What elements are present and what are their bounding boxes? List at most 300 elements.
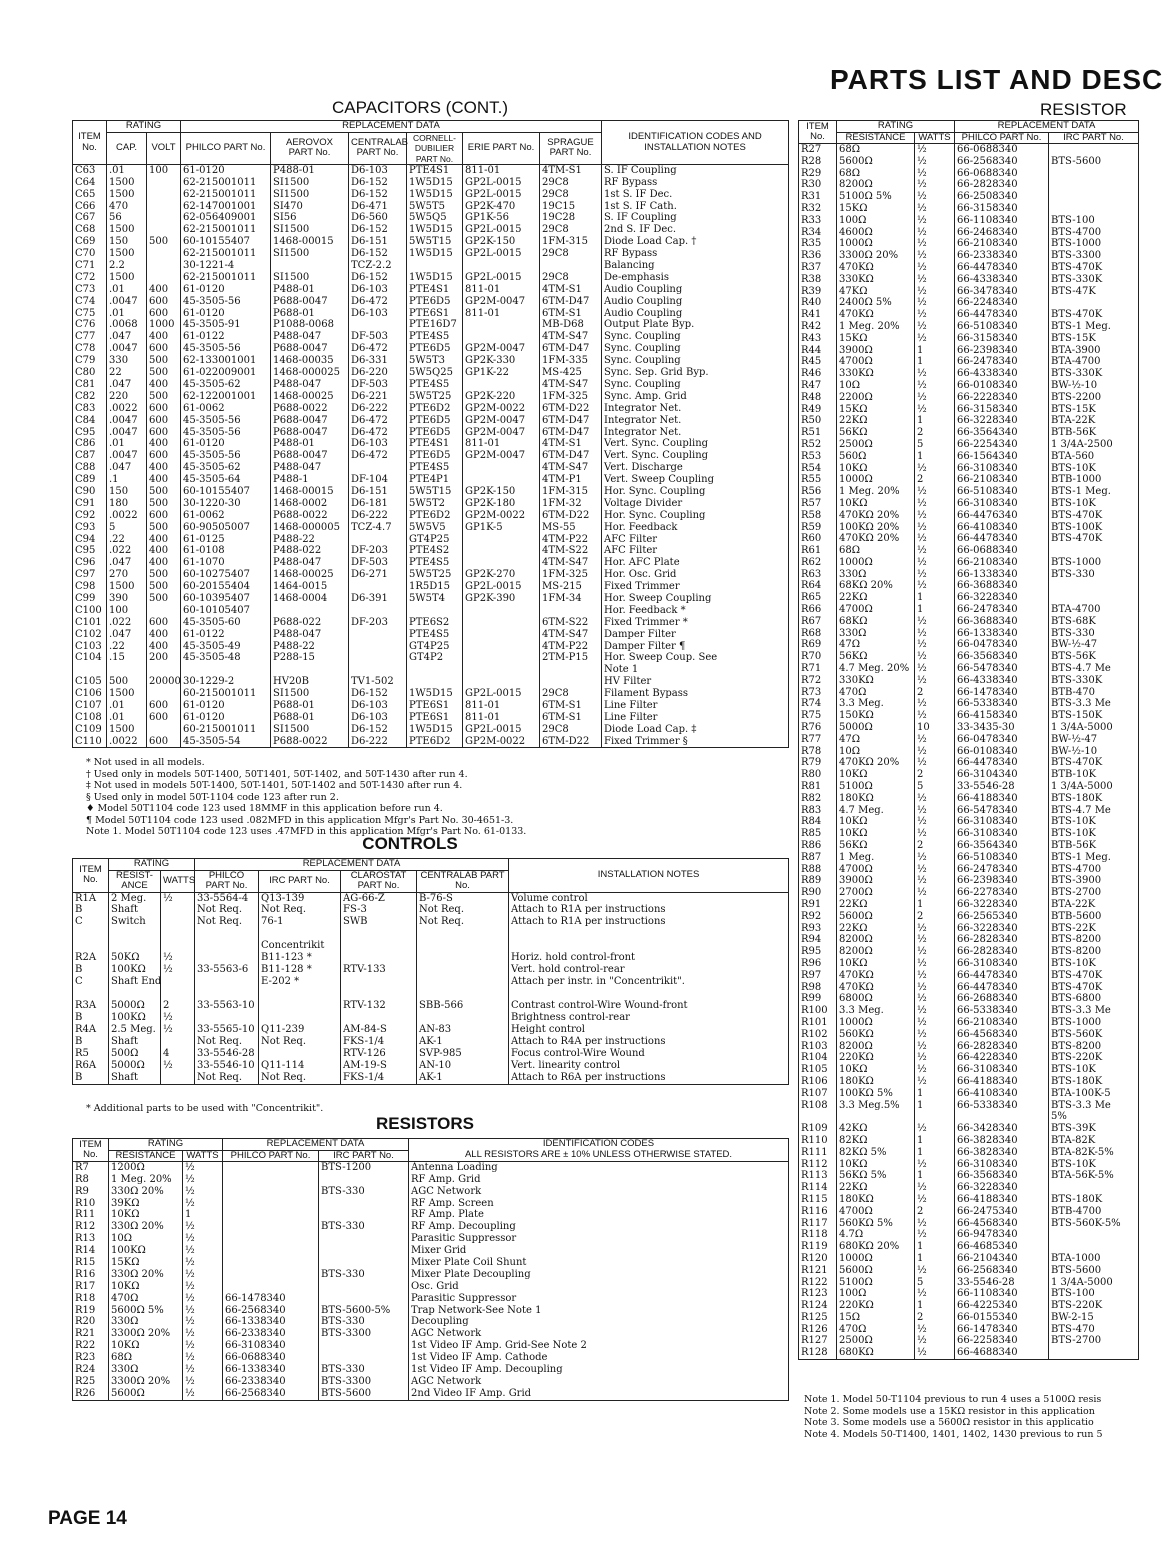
table-cell: 600: [147, 700, 181, 712]
table-cell: C75: [73, 308, 107, 320]
table-cell: ½: [915, 215, 955, 227]
table-cell: [195, 1012, 259, 1024]
table-cell: 61-0122: [181, 629, 271, 641]
table-cell: 180KΩ: [837, 793, 915, 805]
table-cell: Attach to R1A per instructions: [509, 916, 789, 928]
table-cell: 56KΩ: [837, 427, 915, 439]
table-cell: ½: [915, 380, 955, 392]
table-cell: 470KΩ: [837, 982, 915, 994]
table-cell: 8200Ω: [837, 946, 915, 958]
table-cell: 29C8: [540, 224, 602, 236]
table-cell: 10KΩ: [109, 1209, 183, 1221]
table-cell: BTS-1 Meg.: [1049, 852, 1139, 864]
table-cell: R21: [73, 1328, 109, 1340]
table-cell: Horiz. hold control-front: [509, 952, 789, 964]
table-cell: C65: [73, 189, 107, 201]
table-cell: 56KΩ 5%: [837, 1170, 915, 1182]
table-cell: 66-2568340: [955, 156, 1049, 168]
table-cell: 4: [161, 1048, 195, 1060]
table-cell: [417, 940, 509, 952]
table-cell: GP1K-56: [463, 212, 540, 224]
table-row: [799, 663, 1139, 675]
table-cell: R60: [799, 533, 837, 545]
table-cell: [1049, 545, 1139, 557]
table-cell: 5: [915, 1277, 955, 1289]
table-cell: [349, 641, 407, 653]
table-cell: BTB-1000: [1049, 474, 1139, 486]
table-cell: [1049, 297, 1139, 309]
table-cell: Parasitic Suppressor: [409, 1293, 789, 1305]
table-cell: 500: [147, 236, 181, 248]
table-cell: [341, 928, 417, 940]
table-cell: R5: [73, 1048, 109, 1060]
table-cell: 61-0120: [181, 308, 271, 320]
table-cell: 10KΩ: [837, 1064, 915, 1076]
table-cell: 15KΩ: [109, 1257, 183, 1269]
table-cell: [161, 940, 195, 952]
table-cell: D6-152: [349, 724, 407, 736]
table-cell: ½: [183, 1233, 223, 1245]
table-cell: GP2M-0047: [463, 343, 540, 355]
table-cell: GP1K-5: [463, 522, 540, 534]
table-cell: GP2K-390: [463, 593, 540, 605]
table-row: [73, 248, 789, 260]
table-cell: R22: [73, 1340, 109, 1352]
table-cell: Volume control: [509, 892, 789, 904]
table-cell: ½: [915, 1182, 955, 1194]
table-cell: ½: [915, 191, 955, 203]
table-cell: R43: [799, 333, 837, 345]
table-cell: 66-2258340: [955, 1335, 1049, 1347]
table-cell: 1000Ω: [837, 557, 915, 569]
table-cell: 45-3505-62: [181, 462, 271, 474]
table-cell: Diode Load Cap. ‡: [602, 724, 789, 736]
table-cell: Note 1: [602, 664, 789, 676]
table-row: [799, 1218, 1139, 1230]
table-cell: 66-3828340: [955, 1135, 1049, 1147]
table-cell: P688-0022: [271, 403, 349, 415]
table-cell: 5000Ω: [109, 1000, 161, 1012]
table-cell: BW-½-10: [1049, 380, 1139, 392]
table-row: [799, 262, 1139, 274]
table-row: [799, 982, 1139, 994]
table-cell: 600: [147, 308, 181, 320]
table-cell: ½: [183, 1305, 223, 1317]
table-cell: P488-01: [271, 165, 349, 177]
table-cell: .1: [107, 474, 147, 486]
table-cell: 66-2228340: [955, 392, 1049, 404]
table-cell: 10KΩ: [109, 1281, 183, 1293]
table-cell: 62-122001001: [181, 391, 271, 403]
col-resistance: RESISTANCE: [837, 132, 915, 144]
table-cell: C: [73, 916, 109, 928]
table-cell: DF-203: [349, 545, 407, 557]
resistors-table-right: [798, 120, 1139, 1360]
table-row: [799, 628, 1139, 640]
table-cell: 1500: [107, 177, 147, 189]
table-cell: [109, 940, 161, 952]
table-row: [73, 1000, 789, 1012]
table-cell: BTS-1 Meg.: [1049, 321, 1139, 333]
table-cell: ½: [915, 816, 955, 828]
table-cell: 1: [915, 415, 955, 427]
table-cell: R70: [799, 651, 837, 663]
table-cell: [161, 1072, 195, 1084]
table-cell: 66-1478340: [955, 1324, 1049, 1336]
table-cell: AN-10: [417, 1060, 509, 1072]
table-cell: FKS-1/4: [341, 1036, 417, 1048]
table-cell: 400: [147, 545, 181, 557]
table-cell: 60-215001011: [181, 724, 271, 736]
table-cell: 61-0120: [181, 712, 271, 724]
footnote: Note 2. Some models use a 15KΩ resistor in this application: [804, 1405, 1095, 1417]
table-cell: C89: [73, 474, 107, 486]
table-cell: R15: [73, 1257, 109, 1269]
table-cell: 1: [183, 1209, 223, 1221]
table-cell: D6-271: [349, 569, 407, 581]
table-cell: C70: [73, 248, 107, 260]
table-cell: [417, 988, 509, 1000]
table-cell: BTB-5600: [1049, 911, 1139, 923]
table-cell: ½: [183, 1328, 223, 1340]
table-cell: 4.7Ω: [837, 1229, 915, 1241]
table-cell: [223, 1269, 319, 1281]
table-cell: R51: [799, 427, 837, 439]
table-row: [799, 1005, 1139, 1017]
table-cell: 600: [147, 712, 181, 724]
table-cell: 6TM-D47: [540, 415, 602, 427]
table-cell: [161, 976, 195, 988]
table-cell: 3.3 Meg.5%: [837, 1100, 915, 1112]
table-row: [73, 1340, 789, 1352]
table-cell: 2: [915, 474, 955, 486]
table-cell: BTS-8200: [1049, 934, 1139, 946]
table-cell: PTE4S5: [407, 629, 463, 641]
table-cell: P488-047: [271, 557, 349, 569]
table-cell: 66-4108340: [955, 522, 1049, 534]
table-cell: R76: [799, 722, 837, 734]
table-cell: 66-4158340: [955, 710, 1049, 722]
table-cell: 500: [147, 355, 181, 367]
table-cell: ½: [915, 734, 955, 746]
table-cell: 6800Ω: [837, 993, 915, 1005]
table-cell: PTE6D2: [407, 736, 463, 748]
table-cell: [463, 641, 540, 653]
table-cell: Hor. Sweep Coupling: [602, 593, 789, 605]
table-cell: 66-5478340: [955, 805, 1049, 817]
table-cell: R24: [73, 1364, 109, 1376]
table-cell: 45-3505-56: [181, 415, 271, 427]
table-cell: GP2M-0047: [463, 427, 540, 439]
table-row: [73, 652, 789, 664]
table-cell: 6TM-D22: [540, 403, 602, 415]
table-row: [799, 545, 1139, 557]
table-cell: 400: [147, 331, 181, 343]
table-cell: 2: [161, 1000, 195, 1012]
table-row: [799, 604, 1139, 616]
table-cell: C64: [73, 177, 107, 189]
table-cell: BTB-470: [1049, 687, 1139, 699]
table-cell: 66-3568340: [955, 651, 1049, 663]
table-cell: BTS-330K: [1049, 274, 1139, 286]
table-cell: D6-472: [349, 343, 407, 355]
table-cell: BTS-3.3 Me: [1049, 1100, 1139, 1112]
table-cell: AG-66-Z: [341, 892, 417, 904]
table-row: [73, 557, 789, 569]
table-cell: Contrast control-Wire Wound-front: [509, 1000, 789, 1012]
table-cell: 500: [147, 498, 181, 510]
table-cell: Hor. Sync. Coupling: [602, 510, 789, 522]
table-cell: TV1-502: [349, 676, 407, 688]
table-cell: [463, 474, 540, 486]
table-cell: 2400Ω 5%: [837, 297, 915, 309]
table-cell: 2nd Video IF Amp. Grid: [409, 1388, 789, 1400]
table-cell: ½: [915, 1159, 955, 1171]
table-cell: ½: [915, 1005, 955, 1017]
table-cell: [223, 1245, 319, 1257]
table-row: [73, 1209, 789, 1221]
table-cell: R96: [799, 958, 837, 970]
table-cell: SI1500: [271, 189, 349, 201]
table-cell: 66-3108340: [955, 498, 1049, 510]
table-cell: 66-5108340: [955, 852, 1049, 864]
table-cell: [223, 1162, 319, 1174]
table-cell: Hor. Sweep Coup. See: [602, 652, 789, 664]
table-cell: B: [73, 1012, 109, 1024]
table-cell: 1000Ω: [837, 1017, 915, 1029]
table-cell: R113: [799, 1170, 837, 1182]
table-cell: R85: [799, 828, 837, 840]
table-cell: .0047: [107, 343, 147, 355]
table-cell: 1FM-335: [540, 355, 602, 367]
table-cell: 500: [147, 581, 181, 593]
table-cell: C97: [73, 569, 107, 581]
table-cell: BW-½-10: [1049, 746, 1139, 758]
table-cell: ½: [915, 333, 955, 345]
table-cell: ½: [161, 892, 195, 904]
table-cell: 1468-00015: [271, 486, 349, 498]
table-cell: GP2L-0015: [463, 189, 540, 201]
table-row: [799, 356, 1139, 368]
table-cell: 5600Ω 5%: [109, 1305, 183, 1317]
table-cell: Decoupling: [409, 1316, 789, 1328]
table-cell: 62-147001001: [181, 201, 271, 213]
table-cell: 400: [147, 629, 181, 641]
table-cell: .022: [107, 545, 147, 557]
table-cell: R125: [799, 1312, 837, 1324]
table-cell: ½: [915, 993, 955, 1005]
table-cell: BTS-100: [1049, 215, 1139, 227]
table-cell: [463, 664, 540, 676]
table-cell: [509, 928, 789, 940]
table-cell: 3900Ω: [837, 875, 915, 887]
col-item: ITEM No.: [73, 859, 109, 893]
table-cell: De-emphasis: [602, 272, 789, 284]
col-centralab: CENTRALAB PART No.: [349, 132, 407, 165]
table-cell: 66-4338340: [955, 274, 1049, 286]
table-cell: 66-2254340: [955, 439, 1049, 451]
table-cell: 5%: [1049, 1111, 1139, 1123]
table-cell: 400: [147, 534, 181, 546]
table-cell: BTB-56K: [1049, 840, 1139, 852]
table-cell: C79: [73, 355, 107, 367]
table-cell: RTV-126: [341, 1048, 417, 1060]
table-cell: GP2L-0015: [463, 581, 540, 593]
table-cell: 1W5D15: [407, 724, 463, 736]
table-cell: [161, 904, 195, 916]
table-cell: 66-3228340: [955, 415, 1049, 427]
table-row: [73, 486, 789, 498]
table-row: [73, 593, 789, 605]
table-cell: Height control: [509, 1024, 789, 1036]
table-cell: P688-01: [271, 700, 349, 712]
table-cell: D6-152: [349, 177, 407, 189]
col-sprague: SPRAGUE PART No.: [540, 132, 602, 165]
table-row: [73, 474, 789, 486]
table-cell: Hor. Feedback: [602, 522, 789, 534]
table-cell: 330KΩ: [837, 675, 915, 687]
table-cell: PTE6S1: [407, 700, 463, 712]
table-cell: [73, 988, 109, 1000]
table-row: [799, 238, 1139, 250]
table-cell: [463, 676, 540, 688]
table-row: [799, 227, 1139, 239]
table-row: [73, 1024, 789, 1036]
table-cell: 66-2568340: [955, 1265, 1049, 1277]
table-row: [73, 1316, 789, 1328]
table-cell: BTA-22K: [1049, 415, 1139, 427]
table-cell: TCZ-2.2: [349, 260, 407, 272]
table-cell: Not Req.: [417, 916, 509, 928]
table-row: [799, 156, 1139, 168]
table-cell: [417, 1012, 509, 1024]
table-cell: [463, 617, 540, 629]
table-row: [799, 852, 1139, 864]
table-cell: 10KΩ: [837, 498, 915, 510]
table-cell: 5000Ω: [837, 722, 915, 734]
table-cell: 5: [915, 781, 955, 793]
table-row: [799, 958, 1139, 970]
table-cell: BTS-8200: [1049, 1041, 1139, 1053]
table-cell: C109: [73, 724, 107, 736]
table-cell: Osc. Grid: [409, 1281, 789, 1293]
table-cell: ½: [183, 1293, 223, 1305]
table-cell: 1468-000005: [271, 522, 349, 534]
table-cell: D6-472: [349, 296, 407, 308]
table-cell: 1 3/4A-5000: [1049, 1277, 1139, 1289]
table-cell: 66-2478340: [955, 864, 1049, 876]
table-cell: 100KΩ: [109, 1245, 183, 1257]
table-cell: [147, 248, 181, 260]
table-cell: R35: [799, 238, 837, 250]
table-row: [799, 639, 1139, 651]
table-cell: ½: [915, 982, 955, 994]
table-cell: 62-215001011: [181, 224, 271, 236]
table-row: [799, 698, 1139, 710]
table-cell: P288-15: [271, 652, 349, 664]
table-cell: [259, 988, 341, 1000]
table-cell: BTS-10K: [1049, 816, 1139, 828]
table-cell: [1049, 592, 1139, 604]
table-cell: 45-3505-56: [181, 427, 271, 439]
table-cell: 60-215001011: [181, 688, 271, 700]
table-cell: R29: [799, 168, 837, 180]
table-cell: R128: [799, 1347, 837, 1359]
table-cell: 270: [107, 569, 147, 581]
table-cell: DF-503: [349, 557, 407, 569]
table-cell: D6-472: [349, 450, 407, 462]
table-cell: R27: [799, 144, 837, 156]
table-cell: 4TM-S1: [540, 438, 602, 450]
table-cell: ½: [915, 1017, 955, 1029]
table-cell: [540, 664, 602, 676]
table-cell: C103: [73, 641, 107, 653]
table-cell: ½: [915, 227, 955, 239]
table-cell: BTS-5600-5%: [319, 1305, 409, 1317]
col-philco: PHILCO PART No.: [223, 1150, 319, 1162]
table-cell: 66-1108340: [955, 215, 1049, 227]
table-cell: 4.7 Meg. 20%: [837, 663, 915, 675]
table-cell: [161, 988, 195, 1000]
table-cell: 100KΩ: [109, 964, 161, 976]
table-row: [73, 1186, 789, 1198]
table-row: [73, 498, 789, 510]
table-cell: 5W5T3: [407, 355, 463, 367]
table-cell: 66-2108340: [955, 557, 1049, 569]
table-row: [73, 976, 789, 988]
table-cell: 66-3108340: [955, 958, 1049, 970]
table-cell: [1049, 1241, 1139, 1253]
table-cell: 1 Meg. 20%: [837, 486, 915, 498]
table-cell: 66-4338340: [955, 675, 1049, 687]
table-cell: Attach to R1A per instructions: [509, 904, 789, 916]
table-cell: BTS-330: [1049, 628, 1139, 640]
table-cell: ½: [915, 875, 955, 887]
table-cell: 45-3505-54: [181, 736, 271, 748]
table-cell: 4700Ω: [837, 1206, 915, 1218]
table-cell: P688-0047: [271, 343, 349, 355]
table-cell: S. IF Coupling: [602, 165, 789, 177]
table-cell: C90: [73, 486, 107, 498]
table-row: [799, 734, 1139, 746]
table-cell: Shaft: [109, 904, 161, 916]
table-cell: ½: [915, 274, 955, 286]
table-cell: BTB-10K: [1049, 769, 1139, 781]
table-cell: C91: [73, 498, 107, 510]
table-cell: R18: [73, 1293, 109, 1305]
table-cell: [109, 928, 161, 940]
table-row: [73, 617, 789, 629]
table-cell: GP2K-150: [463, 486, 540, 498]
table-cell: AM-84-S: [341, 1024, 417, 1036]
table-cell: GP2L-0015: [463, 724, 540, 736]
table-cell: [1049, 168, 1139, 180]
table-cell: BTS-100: [1049, 1288, 1139, 1300]
table-cell: 1st Video IF Amp. Decoupling: [409, 1364, 789, 1376]
table-cell: 600: [147, 450, 181, 462]
table-cell: 61-0062: [181, 403, 271, 415]
table-cell: [319, 1352, 409, 1364]
table-cell: 100Ω: [837, 1288, 915, 1300]
table-cell: PTE4S1: [407, 438, 463, 450]
table-cell: [799, 1111, 837, 1123]
table-cell: 2: [915, 911, 955, 923]
table-row: [73, 165, 789, 177]
table-cell: 66-0478340: [955, 734, 1049, 746]
table-cell: .0047: [107, 427, 147, 439]
table-cell: 6TM-S1: [540, 308, 602, 320]
table-cell: GT4P25: [407, 534, 463, 546]
